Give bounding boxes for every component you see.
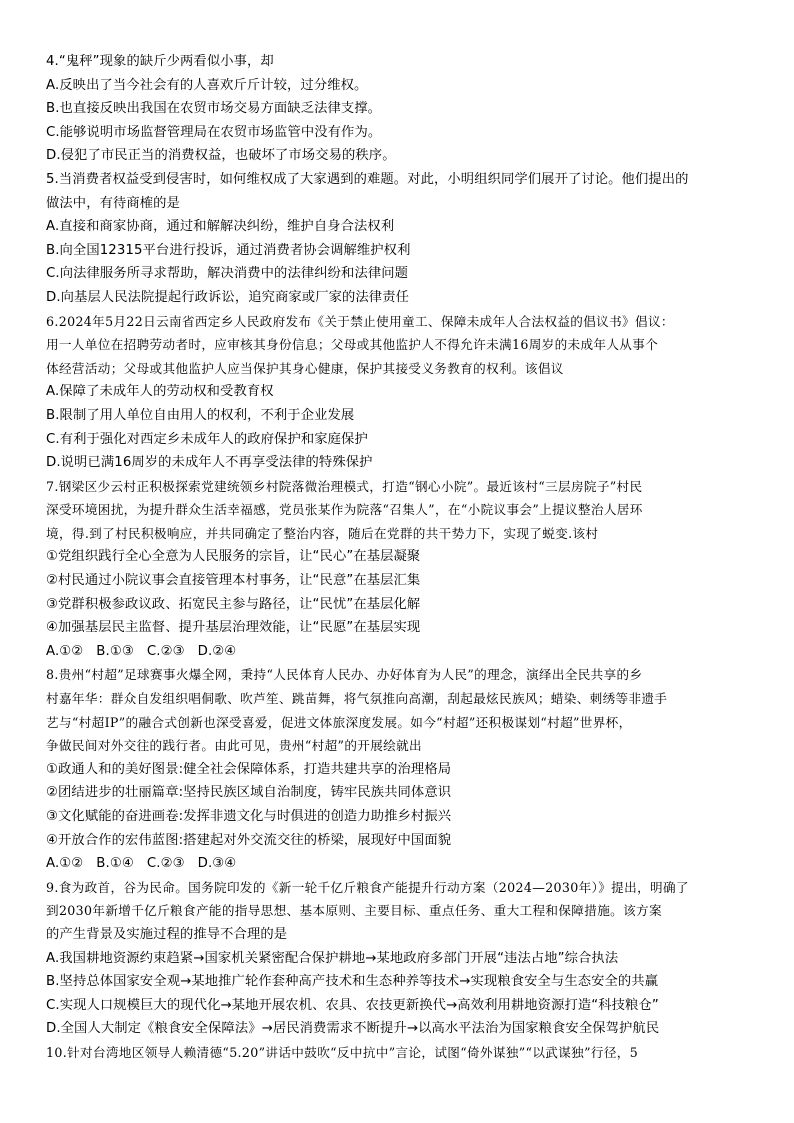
q6-option-b: B.限制了用人单位自由用人的权利，不利于企业发展	[46, 407, 355, 423]
q8-statement-4: ④开放合作的宏伟蓝图:搭建起对外交流交往的桥梁，展现好中国面貌	[46, 832, 452, 848]
q4-option-c: C.能够说明市场监督管理局在农贸市场监管中没有作为。	[46, 124, 382, 140]
q8-stem-line-2: 村嘉年华：群众自发组织唱侗歌、吹芦笙、跳苗舞，将气氛推向高潮，刮起最炫民族风；蜡染、刺绣等非遗手	[46, 691, 668, 707]
q10-stem-line-1: 10.针对台湾地区领导人赖清德“5.20”讲话中鼓吹“反中抗中”言论，试图“倚外谋独”“以武谋独”行径，5	[46, 1044, 639, 1060]
q9-option-b: B.坚持总体国家安全观→某地推广轮作套种高产技术和生态种养等技术→实现粮食安全与生态安全的共赢	[46, 974, 659, 990]
q6-option-a: A.保障了未成年人的劳动权和受教育权	[46, 384, 274, 400]
q9-stem-line-2: 到2030年新增千亿斤粮食产能的指导思想、基本原则、主要目标、重点任务、重大工程和保障措施。该方案	[46, 903, 662, 919]
q4-option-b: B.也直接反映出我国在农贸市场交易方面缺乏法律支撑。	[46, 101, 382, 117]
q4-option-a: A.反映出了当今社会有的人喜欢斤斤计较，过分维权。	[46, 77, 368, 93]
q4-stem: 4.“鬼秤”现象的缺斤少两看似小事，却	[46, 54, 274, 69]
q7-options: A.①② B.①③ C.②③ D.②④	[46, 643, 237, 659]
q8-stem-line-3: 艺与“村超IP”的融合式创新也深受喜爱，促进文体旅深度发展。如今“村超”还积极谋划“村超”世界杯，	[46, 714, 632, 730]
q8-stem-line-4: 争做民间对外交往的践行者。由此可见，贵州“村超”的开展绘就出	[46, 738, 423, 754]
q4-option-d: D.侵犯了市民正当的消费权益，也破坏了市场交易的秩序。	[46, 148, 396, 164]
q7-statement-1: ①党组织践行全心全意为人民服务的宗旨，让“民心”在基层凝聚	[46, 549, 421, 565]
q6-stem-line-2: 用一人单位在招聘劳动者时，应审核其身份信息；父母或其他监护人不得允许未满16周岁的未成年人从事个	[46, 337, 659, 353]
q8-options: A.①② B.①④ C.②③ D.③④	[46, 856, 237, 872]
q6-option-c: C.有利于强化对西定乡未成年人的政府保护和家庭保护	[46, 431, 368, 447]
q8-statement-2: ②团结进步的壮丽篇章:坚持民族区域自治制度，铸牢民族共同体意识	[46, 785, 452, 801]
q9-option-a: A.我国耕地资源约束趋紧→国家机关紧密配合保护耕地→某地政府多部门开展“违法占地”综合执法	[46, 950, 619, 966]
q5-option-d: D.向基层人民法院提起行政诉讼，追究商家或厂家的法律责任	[46, 289, 409, 305]
q6-stem-line-3: 体经营活动；父母或其他监护人应当保护其身心健康，保护其接受义务教育的权利。该倡议	[46, 360, 564, 376]
q5-stem-line-1: 5.当消费者权益受到侵害时，如何维权成了大家遇到的难题。对此，小明组织同学们展开了讨论。他们提出的	[46, 171, 689, 187]
q7-statement-4: ④加强基层民主监督、提升基层治理效能，让“民愿”在基层实现	[46, 620, 421, 636]
q9-stem-line-1: 9.食为政首，谷为民命。国务院印发的《新一轮千亿斤粮食产能提升行动方案（2024—2030年）》提出，明确了	[46, 879, 689, 895]
q9-option-c: C.实现人口规模巨大的现代化→某地开展农机、农具、农技更新换代→高效利用耕地资源打造“科技粮仓”	[46, 997, 659, 1013]
q7-stem-line-1: 7.钢梁区少云村正积极探索党建统领乡村院落微治理模式，打造“钢心小院”。最近该村“三层房院子”村民	[46, 478, 643, 494]
q7-stem-line-3: 境，得.到了村民积极响应，并共同确定了整治内容，随后在党群的共干势力下，实现了蜕变.该村	[46, 525, 599, 541]
q8-statement-1: ①政通人和的美好图景:健全社会保障体系，打造共建共享的治理格局	[46, 761, 452, 777]
q5-option-b: B.向全国12315平台进行投诉，通过消费者协会调解维护权利	[46, 242, 411, 258]
q6-option-d: D.说明已满16周岁的未成年人不再享受法律的特殊保护	[46, 455, 373, 471]
q7-statement-3: ③党群积极参政议政、拓宽民主参与路径，让“民忧”在基层化解	[46, 596, 421, 612]
q8-stem-line-1: 8.贵州“村超”足球赛事火爆全网，秉持“人民体育人民办、办好体育为人民”的理念，演绎出全民共享的乡	[46, 667, 643, 683]
q5-option-a: A.直接和商家协商，通过和解解决纠纷，维护自身合法权利	[46, 219, 395, 235]
q7-stem-line-2: 深受环境困扰，为提升群众生活幸福感，党员张某作为院落“召集人”，在“小院议事会”上提议整治人居环	[46, 502, 643, 518]
q9-option-d: D.全国人大制定《粮食安全保障法》→居民消费需求不断提升→以高水平法治为国家粮食安全保驾护航民	[46, 1021, 660, 1037]
q5-stem-line-2: 做法中，有待商榷的是	[46, 195, 180, 211]
q5-option-c: C.向法律服务所寻求帮助，解决消费中的法律纠纷和法律问题	[46, 266, 409, 282]
q6-stem-line-1: 6.2024年5月22日云南省西定乡人民政府发布《关于禁止使用童工、保障未成年人合法权益的倡议书》倡议：	[46, 313, 674, 329]
q7-statement-2: ②村民通过小院议事会直接管理本村事务，让“民意”在基层汇集	[46, 573, 421, 589]
q8-statement-3: ③文化赋能的奋进画卷:发挥非遗文化与时俱进的创造力助推乡村振兴	[46, 809, 452, 824]
q9-stem-line-3: 的产生背景及实施过程的推导不合理的是	[46, 926, 288, 942]
